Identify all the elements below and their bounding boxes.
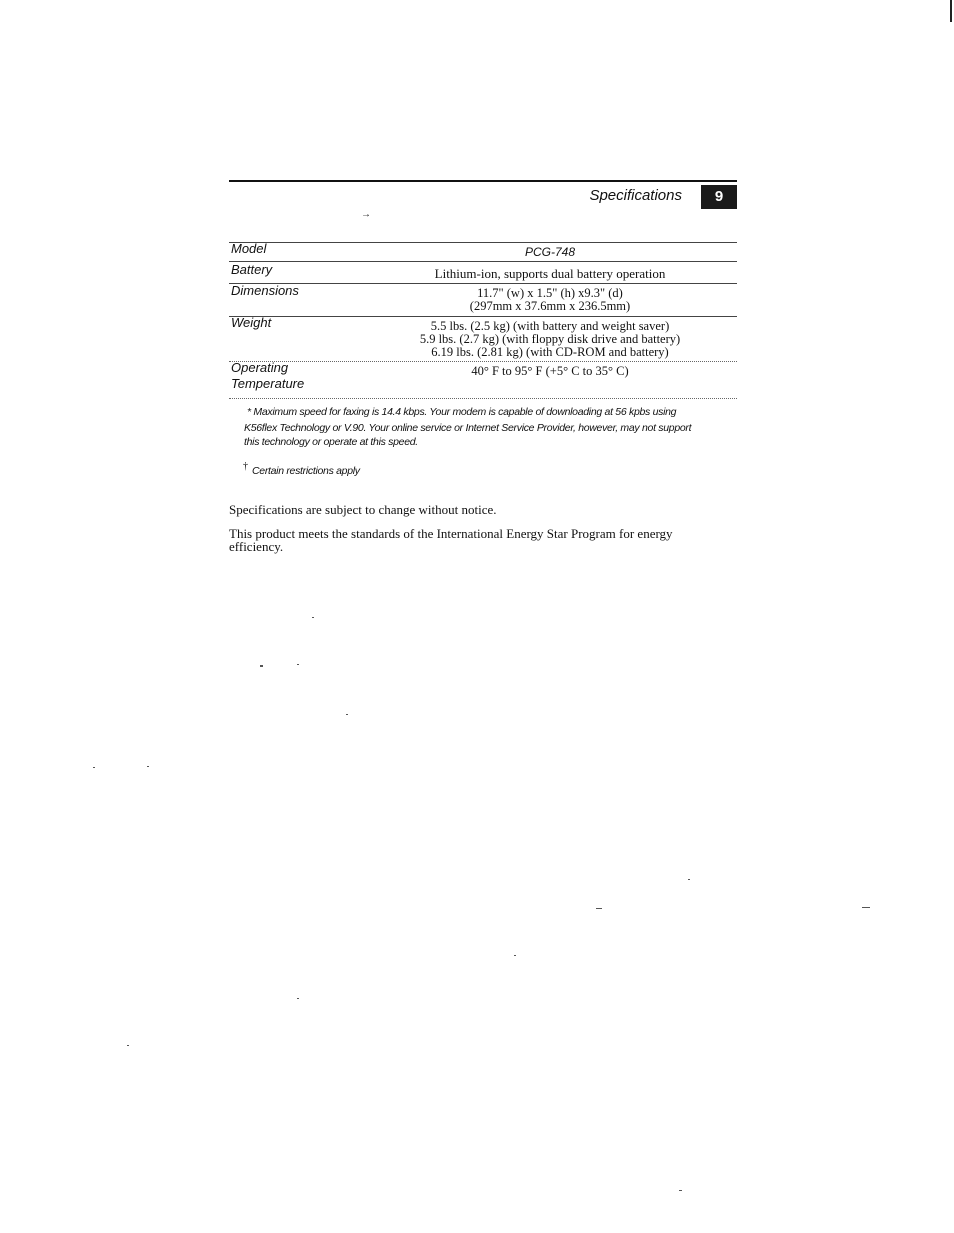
table-rule-bottom	[229, 398, 737, 399]
page-number-badge: 9	[701, 185, 737, 209]
energy-star-line-1: This product meets the standards of the International Energy Star Program for energy	[229, 526, 673, 541]
dimensions-line-2: (297mm x 37.6mm x 236.5mm)	[469, 299, 631, 313]
arrow-icon: →	[361, 209, 371, 220]
weight-line-1: 5.5 lbs. (2.5 kg) (with battery and weight saver)	[430, 319, 670, 333]
table-rule	[229, 283, 737, 284]
scan-speck	[147, 766, 149, 767]
scan-speck	[297, 664, 299, 665]
table-rule-top	[229, 242, 737, 243]
scan-speck	[679, 1190, 682, 1191]
table-rule	[229, 361, 737, 362]
table-rule	[229, 316, 737, 317]
section-title: Specifications	[589, 187, 682, 204]
notice-text: Specifications are subject to change without notice.	[229, 502, 497, 517]
weight-line-2: 5.9 lbs. (2.7 kg) (with floppy disk drive and battery)	[419, 332, 681, 346]
footnote-line-2: K56flex Technology or V.90. Your online service or Internet Service Provider, however, may not support	[244, 422, 692, 434]
scan-speck	[127, 1045, 129, 1046]
scan-edge-mark	[950, 0, 952, 22]
model-label: Model	[231, 241, 267, 256]
scan-speck	[514, 955, 516, 956]
dagger-text: Certain restrictions apply	[252, 465, 360, 477]
dimensions-line-1: 11.7" (w) x 1.5" (h) x9.3" (d)	[477, 286, 623, 300]
scan-speck	[596, 908, 602, 909]
scan-speck	[93, 767, 95, 768]
temperature-label-line-1: Operating	[231, 360, 289, 375]
scan-speck	[312, 617, 314, 618]
dagger-mark: †	[243, 461, 248, 472]
battery-label: Battery	[231, 262, 273, 277]
scan-speck	[297, 998, 299, 999]
footnote-line-1: * Maximum speed for faxing is 14.4 kbps. Your modem is capable of downloading at 56 kpbs using	[247, 406, 677, 418]
scan-speck	[346, 714, 348, 715]
temperature-value: 40° F to 95° F (+5° C to 35° C)	[471, 364, 629, 378]
weight-line-3: 6.19 lbs. (2.81 kg) (with CD-ROM and battery)	[431, 345, 669, 359]
scan-speck	[862, 907, 870, 908]
weight-label: Weight	[231, 315, 272, 330]
temperature-label-line-2: Temperature	[231, 376, 305, 391]
energy-star-line-2: efficiency.	[229, 539, 284, 554]
battery-value: Lithium-ion, supports dual battery operation	[434, 266, 666, 281]
table-rule	[229, 261, 737, 262]
model-value: PCG-748	[524, 245, 576, 259]
scan-speck	[688, 879, 690, 880]
header-rule	[229, 180, 737, 182]
dimensions-label: Dimensions	[231, 283, 299, 298]
footnote-line-3: this technology or operate at this speed.	[244, 436, 418, 448]
footnote-dagger	[243, 461, 360, 479]
scan-speck	[260, 665, 263, 667]
